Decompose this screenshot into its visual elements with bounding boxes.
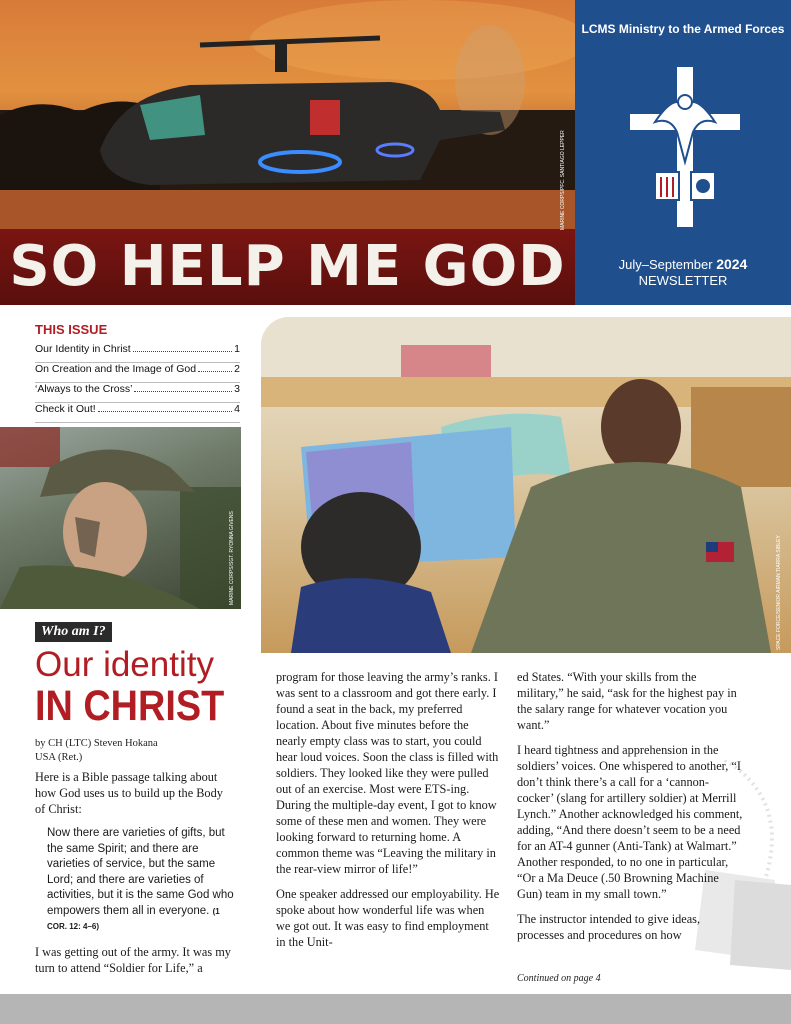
- byline-author: by CH (LTC) Steven Hokana: [35, 738, 158, 749]
- toc-item[interactable]: [35, 363, 240, 383]
- byline-service: USA (Ret.): [35, 752, 83, 763]
- toc-leader: [198, 371, 232, 372]
- article-paragraph: I was getting out of the army. It was my turn to attend “Soldier for Life,” a: [35, 944, 231, 975]
- article-column-2: [276, 669, 500, 959]
- bible-quote-reference: (1 COR. 12: 4–6): [47, 906, 220, 931]
- cross-eagle-logo-icon: [625, 62, 745, 232]
- toc-item[interactable]: [35, 343, 240, 363]
- byline: [35, 737, 235, 765]
- issue-year: 2024: [716, 256, 748, 272]
- article-paragraph: The instructor intended to give ideas, processes and procedures on how: [517, 912, 701, 942]
- toc-item[interactable]: [35, 383, 240, 403]
- footer-bar: [0, 994, 791, 1024]
- article-paragraph: I heard tightness and apprehension in the soldiers’ voices. One whispered to another, “I don’t think there’s a call for a ‘cannon-cocker’ (slang for artillery soldier) at Merrill Lynch.” Another acknowledged his comment, adding, “And there doesn’t seem to be a need for an AT-4 gunner (Anti-Tank) at Walmart.” Another responded, to no one in particular, “Or a Ma Deuce (.50 Browning Machine Gun) team in my small town.”: [517, 743, 743, 901]
- toc-heading: THIS ISSUE: [35, 322, 108, 337]
- soldier-reading-photo: [261, 317, 791, 653]
- bible-quote-text: Now there are varieties of gifts, but the same Spirit; and there are varieties of service, but the same Lord; and there are varieties of activities, but it is the same God who empowers them all in everyone.: [47, 827, 234, 917]
- article-paragraph: program for those leaving the army’s ranks. I was sent to a classroom and got there early. I found a seat in the back, my preferred location. About five minutes before the nearly empty class was to start, you could hear loud voices. Soon the class is filled with soldiers. They looked like they were pulled out of an exercise. Most were ETS-ing. During the multiple-day event, I got to know some of these men and women. They were looking forward to returning home. A common theme was “Leaving the military in the rear-view mirror of life!”: [276, 670, 499, 876]
- article-column-1: [35, 769, 235, 985]
- table-of-contents: [35, 343, 240, 423]
- toc-item-title: On Creation and the Image of God: [35, 363, 197, 375]
- bible-quote: [47, 826, 235, 935]
- toc-item-page: 1: [234, 343, 240, 355]
- toc-item-page: 3: [234, 383, 240, 395]
- article-paragraph: ed States. “With your skills from the military,” he said, “ask for the highest pay in the salary range for whatever vocation you want.”: [517, 670, 737, 732]
- toc-item-title: ‘Always to the Cross’: [35, 383, 133, 395]
- soldier-photo: [0, 427, 241, 609]
- masthead-title: SO HELP ME GOD: [9, 234, 566, 299]
- photo-credit: MARINE CORPS/PFC. SANTIAGO LEPPER: [560, 130, 566, 230]
- toc-leader: [98, 411, 232, 412]
- toc-leader: [134, 391, 232, 392]
- toc-item-page: 4: [234, 403, 240, 415]
- toc-item-title: Check it Out!: [35, 403, 96, 415]
- toc-item-page: 2: [234, 363, 240, 375]
- issue-months: July–September: [618, 257, 713, 272]
- article-paragraph: Here is a Bible passage talking about how God uses us to build up the Body of Christ:: [35, 770, 223, 816]
- issue-date: [575, 256, 791, 272]
- article-kicker: Who am I?: [35, 622, 112, 642]
- organization-name: LCMS Ministry to the Armed Forces: [581, 22, 785, 36]
- photo-credit: MARINE CORPS/SGT. RYONNA GIVENS: [229, 511, 235, 605]
- article-column-3: [517, 669, 745, 952]
- headline-line-1: Our identity: [35, 645, 214, 684]
- toc-leader: [133, 351, 232, 352]
- toc-item-title: Our Identity in Christ: [35, 343, 131, 355]
- issue-label: NEWSLETTER: [638, 273, 728, 288]
- photo-credit: SPACE FORCE/SENIOR AIRMAN TIARRA SIBLEY: [776, 535, 782, 650]
- article-paragraph: One speaker addressed our employability. He spoke about how wonderful life was when we got out. It was easy to find employment in the Unit-: [276, 887, 500, 949]
- toc-item[interactable]: [35, 403, 240, 423]
- continued-link[interactable]: Continued on page 4: [517, 973, 601, 984]
- headline-line-2: IN CHRIST: [35, 682, 225, 730]
